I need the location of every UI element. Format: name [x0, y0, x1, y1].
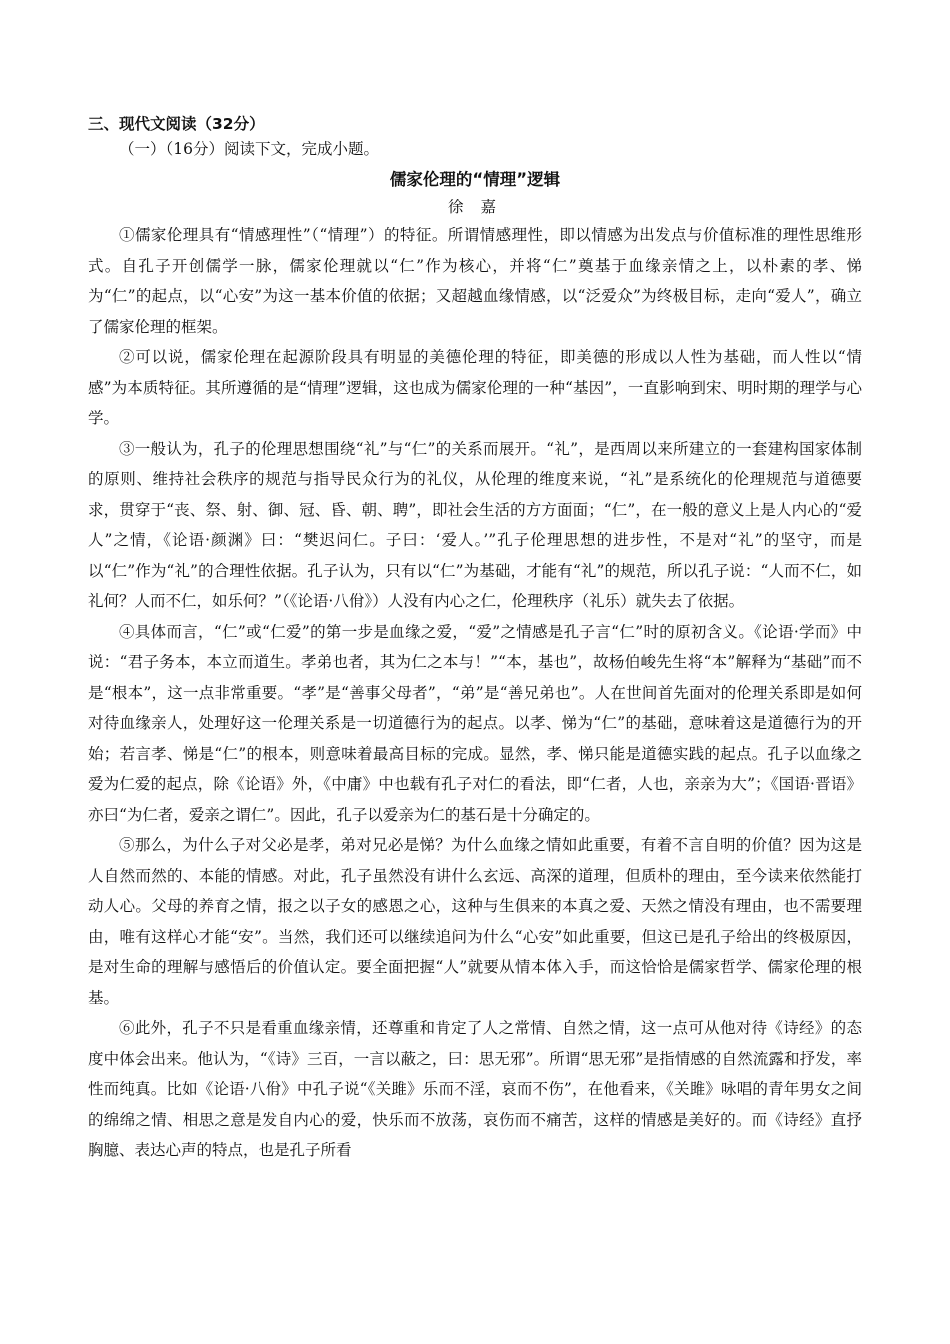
- article-title: 儒家伦理的“情理”逻辑: [389, 170, 561, 189]
- paragraph-1: ①儒家伦理具有“情感理性”（“情理”）的特征。所谓情感理性，即以情感为出发点与价值标准的理性思维形式。自孔子开创儒学一脉，儒家伦理就以“仁”作为核心，并将“仁”奠基于血缘亲情之上，以朴素的孝、悌为“仁”的起点，以“心安”为这一基本价值的依据；又超越血缘情感，以“泛爱众”为终极目标，走向“爱人”，确立了儒家伦理的框架。: [88, 226, 862, 336]
- paragraph-3: ③一般认为，孔子的伦理思想围绕“礼”与“仁”的关系而展开。“礼”，是西周以来所建立的一套建构国家体制的原则、维持社会秩序的规范与指导民众行为的礼仪，从伦理的维度来说，“礼”是系统化的伦理规范与道德要求，贯穿于“丧、祭、射、御、冠、昏、朝、聘”，即社会生活的方方面面；“仁”，在一般的意义上是人内心的“爱人”之情，《论语·颜渊》曰：“樊迟问仁。子曰：‘爱人。’”孔子伦理思想的进步性，不是对“礼”的坚守，而是以“仁”作为“礼”的合理性依据。孔子认为，只有以“仁”为基础，才能有“礼”的规范，所以孔子说：“人而不仁，如礼何？人而不仁，如乐何？”（《论语·八佾》）人没有内心之仁，伦理秩序（礼乐）就失去了依据。: [88, 439, 862, 610]
- article-author: 徐 嘉: [448, 198, 502, 216]
- question-instruction: （一）（16分）阅读下文，完成小题。: [119, 140, 379, 158]
- section-title: 三、现代文阅读（32分）: [88, 115, 265, 133]
- paragraph-6: ⑥此外，孔子不只是看重血缘亲情，还尊重和肯定了人之常情、自然之情，这一点可从他对待《诗经》的态度中体会出来。他认为，“《诗》三百，一言以蔽之，曰：思无邪”。所谓“思无邪”是指情感的自然流露和抒发，率性而纯真。比如《论语·八佾》中孔子说“《关雎》乐而不淫，哀而不伤”，在他看来，《关雎》咏唱的青年男女之间的绵绵之情、相思之意是发自内心的爱，快乐而不放荡，哀伤而不痛苦，这样的情感是美好的。而《诗经》直抒胸臆、表达心声的特点，也是孔子所看: [88, 1019, 862, 1159]
- paragraph-2: ②可以说，儒家伦理在起源阶段具有明显的美德伦理的特征，即美德的形成以人性为基础，而人性以“情感”为本质特征。其所遵循的是“情理”逻辑，这也成为儒家伦理的一种“基因”，一直影响到宋、明时期的理学与心学。: [88, 348, 862, 427]
- paragraph-5: ⑤那么，为什么子对父必是孝，弟对兄必是悌？为什么血缘之情如此重要，有着不言自明的价值？因为这是人自然而然的、本能的情感。对此，孔子虽然没有讲什么玄远、高深的道理，但质朴的理由，至今读来依然能打动人心。父母的养育之情，报之以子女的感恩之心，这种与生俱来的本真之爱、天然之情没有理由，也不需要理由，唯有这样心才能“安”。当然，我们还可以继续追问为什么“心安”如此重要，但这已是孔子给出的终极原因，是对生命的理解与感悟后的价值认定。要全面把握“人”就要从情本体入手，而这恰恰是儒家哲学、儒家伦理的根基。: [88, 836, 862, 1007]
- article-body: [88, 220, 862, 1166]
- document-page: [88, 112, 862, 1166]
- paragraph-4: ④具体而言，“仁”或“仁爱”的第一步是血缘之爱，“爱”之情感是孔子言“仁”时的原初含义。《论语·学而》中说：“君子务本，本立而道生。孝弟也者，其为仁之本与！”“本，基也”，故杨伯峻先生将“本”解释为“基础”而不是“根本”，这一点非常重要。“孝”是“善事父母者”，“弟”是“善兄弟也”。人在世间首先面对的伦理关系即是如何对待血缘亲人，处理好这一伦理关系是一切道德行为的起点。以孝、悌为“仁”的基础，意味着这是道德行为的开始；若言孝、悌是“仁”的根本，则意味着最高目标的完成。显然，孝、悌只能是道德实践的起点。孔子以血缘之爱为仁爱的起点，除《论语》外，《中庸》中也载有孔子对仁的看法，即“仁者，人也，亲亲为大”；《国语·晋语》亦曰“为仁者，爱亲之谓仁”。因此，孔子以爱亲为仁的基石是十分确定的。: [88, 622, 862, 824]
